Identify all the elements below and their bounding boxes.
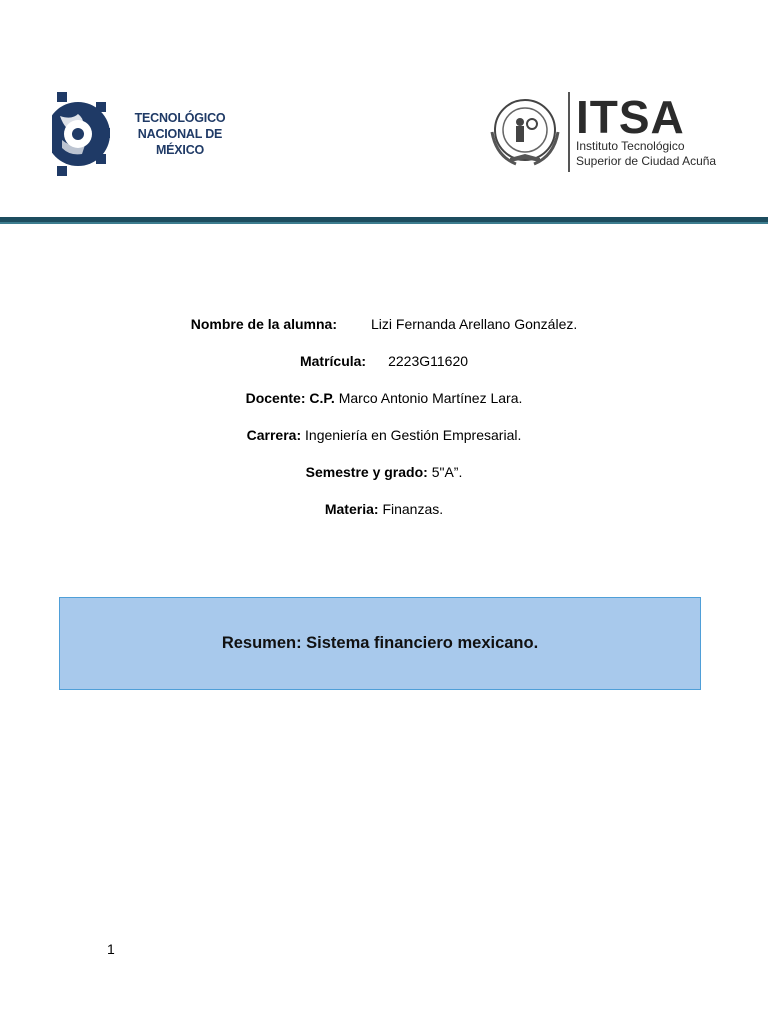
itsa-seal-icon	[486, 92, 564, 172]
carrera-label: Carrera:	[246, 427, 302, 443]
page-number: 1	[107, 941, 115, 957]
matricula-label: Matrícula:	[299, 353, 367, 369]
tecnm-logo	[52, 90, 242, 178]
summary-title-box	[59, 597, 701, 690]
carrera-value: Ingeniería en Gestión Empresarial.	[305, 427, 522, 443]
docente-label: Docente: C.P.	[245, 390, 335, 406]
header-rule-accent	[0, 222, 768, 224]
semestre-label: Semestre y grado:	[305, 464, 428, 480]
docente-row	[0, 390, 768, 427]
itsa-logo	[486, 90, 726, 174]
tecnm-line2: NACIONAL DE MÉXICO	[137, 127, 223, 157]
semestre-row	[0, 464, 768, 501]
tecnm-wordmark	[118, 110, 242, 158]
tecnm-gear-icon	[52, 90, 112, 178]
docente-value: Marco Antonio Martínez Lara.	[338, 390, 523, 406]
carrera-row	[0, 427, 768, 464]
materia-value: Finanzas.	[382, 501, 444, 517]
materia-label: Materia:	[324, 501, 379, 517]
itsa-wordmark	[576, 91, 717, 169]
logo-divider	[568, 92, 570, 172]
materia-row	[0, 501, 768, 538]
tecnm-line1: TECNOLÓGICO	[134, 111, 226, 125]
itsa-sub-line1: Instituto Tecnológico	[576, 139, 685, 153]
student-info	[0, 316, 768, 538]
itsa-name: ITSA	[576, 91, 685, 143]
student-name-row	[0, 316, 768, 353]
matricula-row	[0, 353, 768, 390]
student-name-value: Lizi Fernanda Arellano González.	[371, 316, 578, 332]
itsa-sub-line2: Superior de Ciudad Acuña	[576, 154, 717, 168]
student-name-label: Nombre de la alumna:	[190, 316, 338, 332]
matricula-value: 2223G11620	[388, 353, 469, 369]
summary-title: Resumen: Sistema financiero mexicano.	[221, 634, 539, 652]
semestre-value: 5"A”.	[431, 464, 463, 480]
